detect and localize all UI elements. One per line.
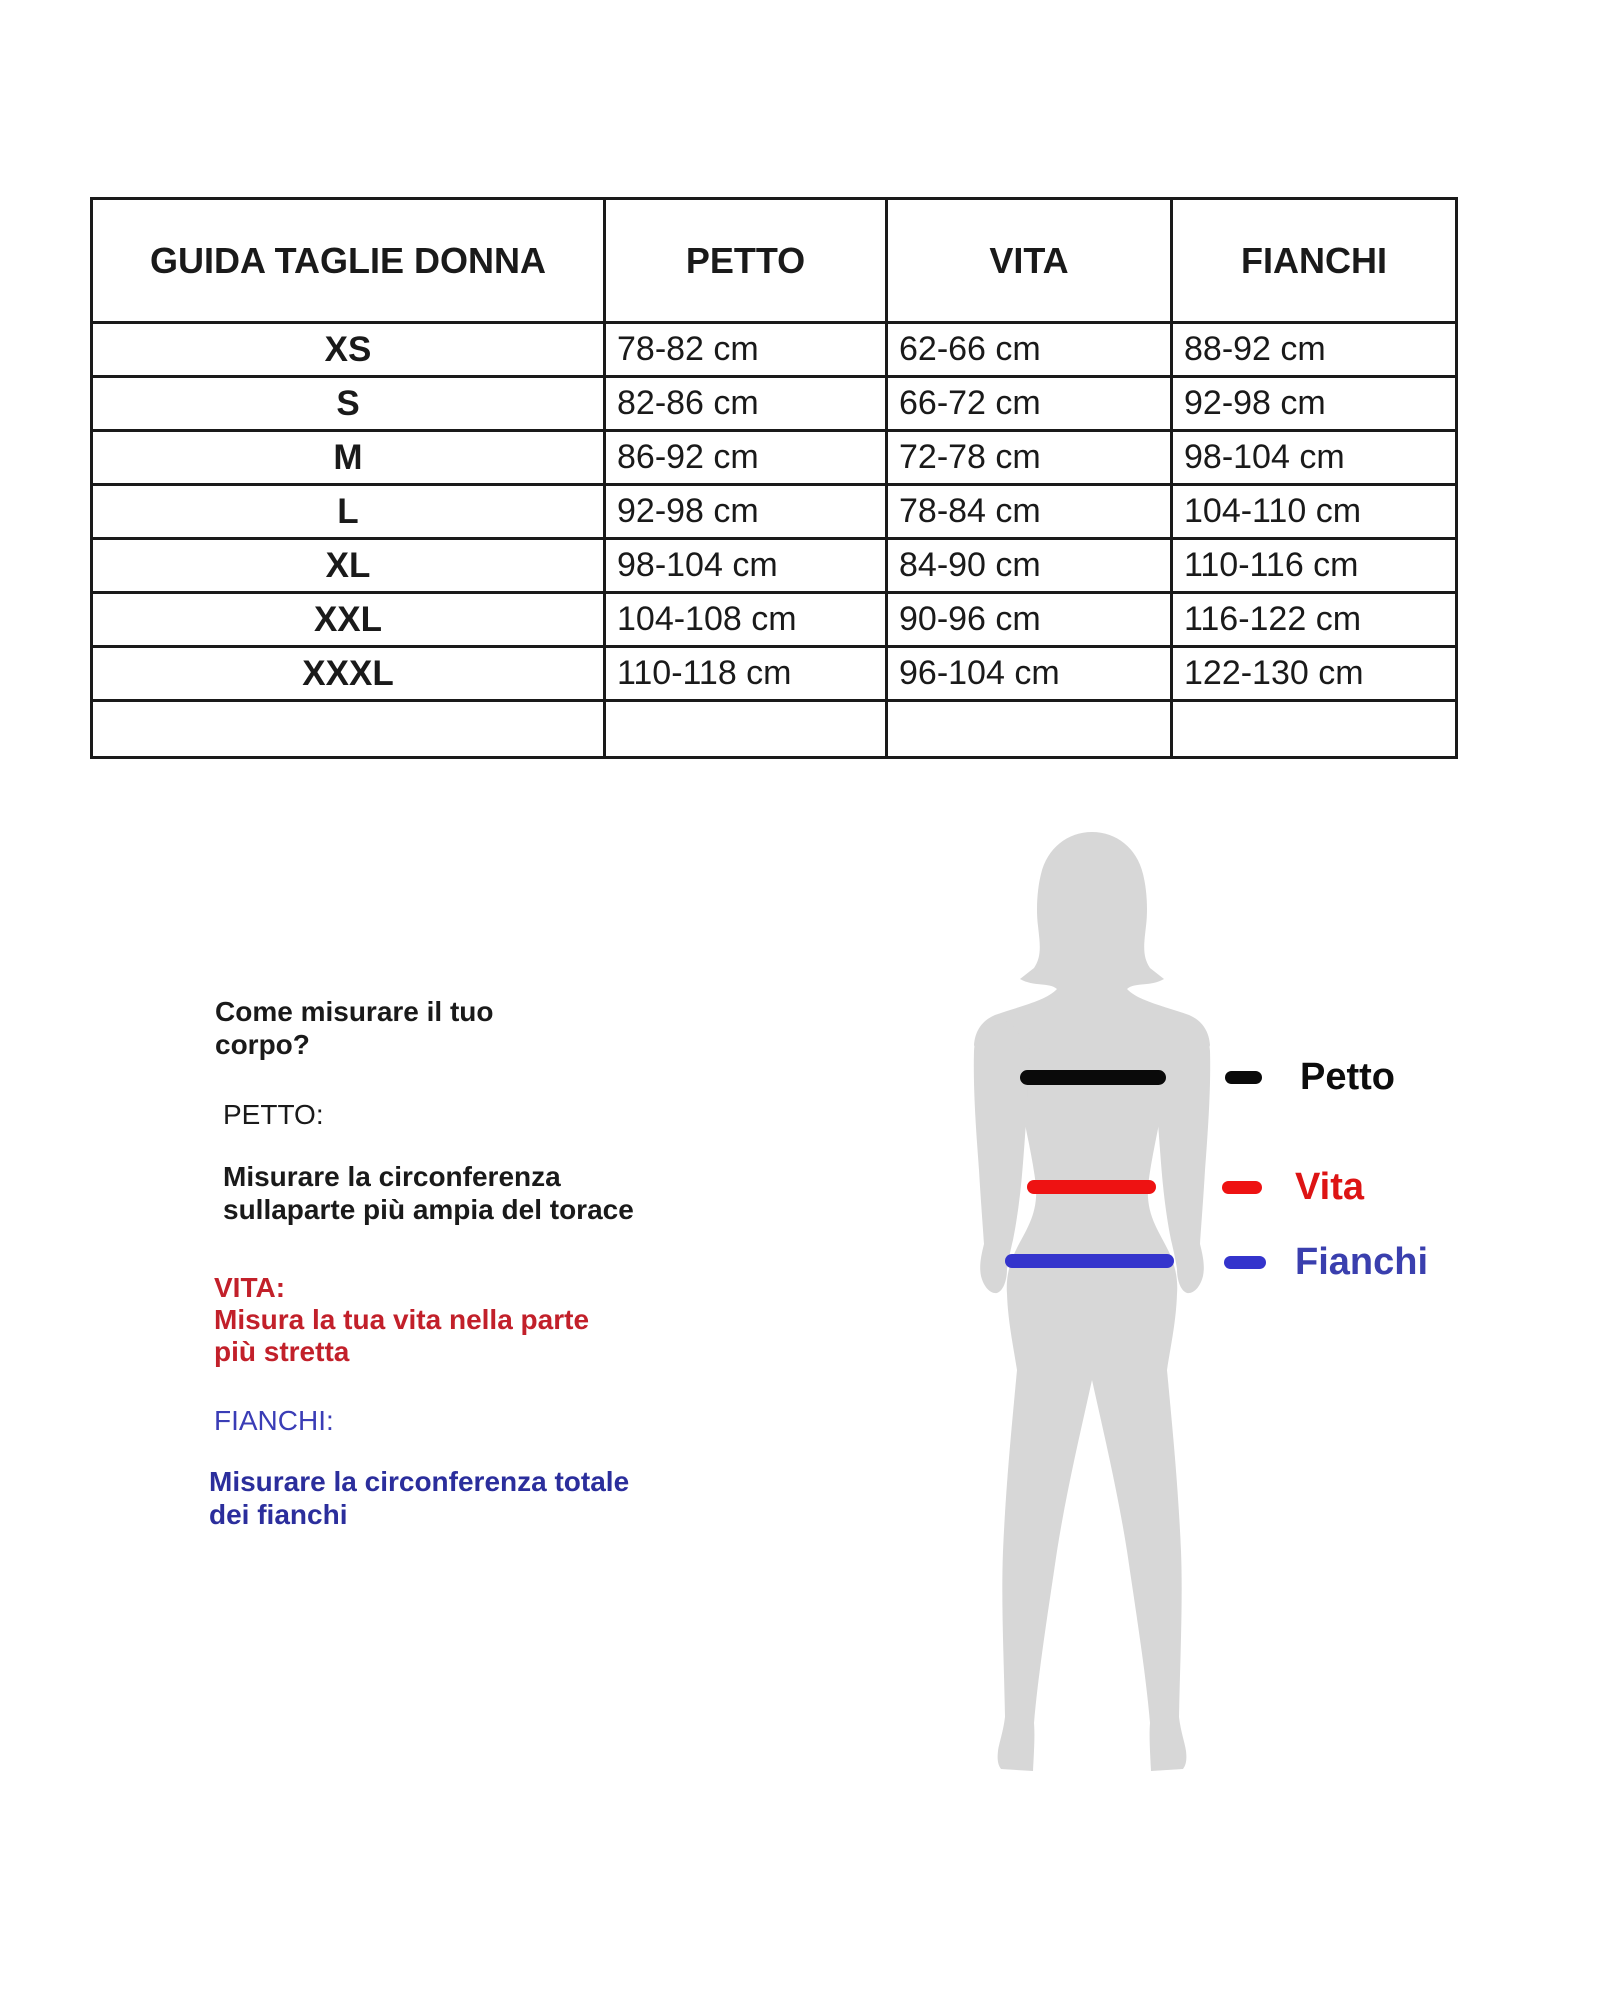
cell-size: M: [92, 431, 605, 485]
petto-section-text: [223, 1160, 634, 1226]
cell-fianchi: 88-92 cm: [1172, 323, 1457, 377]
petto-legend-dash: [1225, 1071, 1262, 1084]
fianchi-section-label: FIANCHI:: [214, 1405, 334, 1436]
cell-size: L: [92, 485, 605, 539]
cell-fianchi: 110-116 cm: [1172, 539, 1457, 593]
cell-petto: 104-108 cm: [605, 593, 887, 647]
cell-petto: 98-104 cm: [605, 539, 887, 593]
col-header-petto: PETTO: [605, 199, 887, 323]
table-row: [92, 431, 1457, 485]
table-row: [92, 323, 1457, 377]
cell-vita: 72-78 cm: [887, 431, 1172, 485]
fianchi-legend-dash: [1224, 1256, 1266, 1269]
table-row: [92, 647, 1457, 701]
fianchi-measure-line: [1005, 1254, 1174, 1268]
cell-vita: 96-104 cm: [887, 647, 1172, 701]
cell-vita: 78-84 cm: [887, 485, 1172, 539]
table-row: [92, 593, 1457, 647]
cell-fianchi: 92-98 cm: [1172, 377, 1457, 431]
empty-cell: [887, 701, 1172, 758]
vita-section: [214, 1272, 589, 1368]
cell-petto: 110-118 cm: [605, 647, 887, 701]
fianchi-text-line2: dei fianchi: [209, 1499, 348, 1530]
table-row: [92, 539, 1457, 593]
cell-vita: 84-90 cm: [887, 539, 1172, 593]
petto-text-line2: sullaparte più ampia del torace: [223, 1194, 634, 1225]
empty-cell: [1172, 701, 1457, 758]
petto-legend-label: Petto: [1300, 1056, 1395, 1098]
table-row: [92, 377, 1457, 431]
cell-fianchi: 98-104 cm: [1172, 431, 1457, 485]
measure-heading-line2: corpo?: [215, 1029, 310, 1060]
table-header-row: [92, 199, 1457, 323]
measure-heading: [215, 995, 494, 1061]
vita-section-label: VITA:: [214, 1272, 286, 1303]
cell-fianchi: 116-122 cm: [1172, 593, 1457, 647]
fianchi-section-text: [209, 1465, 629, 1531]
petto-text-line1: Misurare la circonferenza: [223, 1161, 561, 1192]
cell-vita: 66-72 cm: [887, 377, 1172, 431]
fianchi-text-line1: Misurare la circonferenza totale: [209, 1466, 630, 1497]
cell-size: S: [92, 377, 605, 431]
measure-heading-line1: Come misurare il tuo: [215, 996, 494, 1027]
silhouette-body: [974, 832, 1210, 1771]
cell-size: XXL: [92, 593, 605, 647]
woman-silhouette: [940, 820, 1250, 1780]
fianchi-legend-label: Fianchi: [1295, 1241, 1429, 1283]
cell-size: XL: [92, 539, 605, 593]
vita-text-line1: Misura la tua vita nella parte: [214, 1304, 590, 1335]
col-header-vita: VITA: [887, 199, 1172, 323]
cell-vita: 62-66 cm: [887, 323, 1172, 377]
cell-fianchi: 104-110 cm: [1172, 485, 1457, 539]
cell-fianchi: 122-130 cm: [1172, 647, 1457, 701]
size-table: [90, 197, 1458, 759]
empty-cell: [605, 701, 887, 758]
petto-section-label: PETTO:: [223, 1099, 324, 1130]
vita-legend-dash: [1222, 1181, 1262, 1194]
cell-size: XS: [92, 323, 605, 377]
vita-legend-label: Vita: [1295, 1166, 1365, 1208]
cell-petto: 86-92 cm: [605, 431, 887, 485]
vita-text-line2: più stretta: [214, 1336, 350, 1367]
vita-measure-line: [1027, 1180, 1156, 1194]
cell-size: XXXL: [92, 647, 605, 701]
cell-petto: 92-98 cm: [605, 485, 887, 539]
cell-vita: 90-96 cm: [887, 593, 1172, 647]
table-empty-row: [92, 701, 1457, 758]
col-header-fianchi: FIANCHI: [1172, 199, 1457, 323]
table-title: GUIDA TAGLIE DONNA: [92, 199, 605, 323]
cell-petto: 82-86 cm: [605, 377, 887, 431]
table-row: [92, 485, 1457, 539]
petto-measure-line: [1020, 1070, 1166, 1085]
empty-cell: [92, 701, 605, 758]
cell-petto: 78-82 cm: [605, 323, 887, 377]
